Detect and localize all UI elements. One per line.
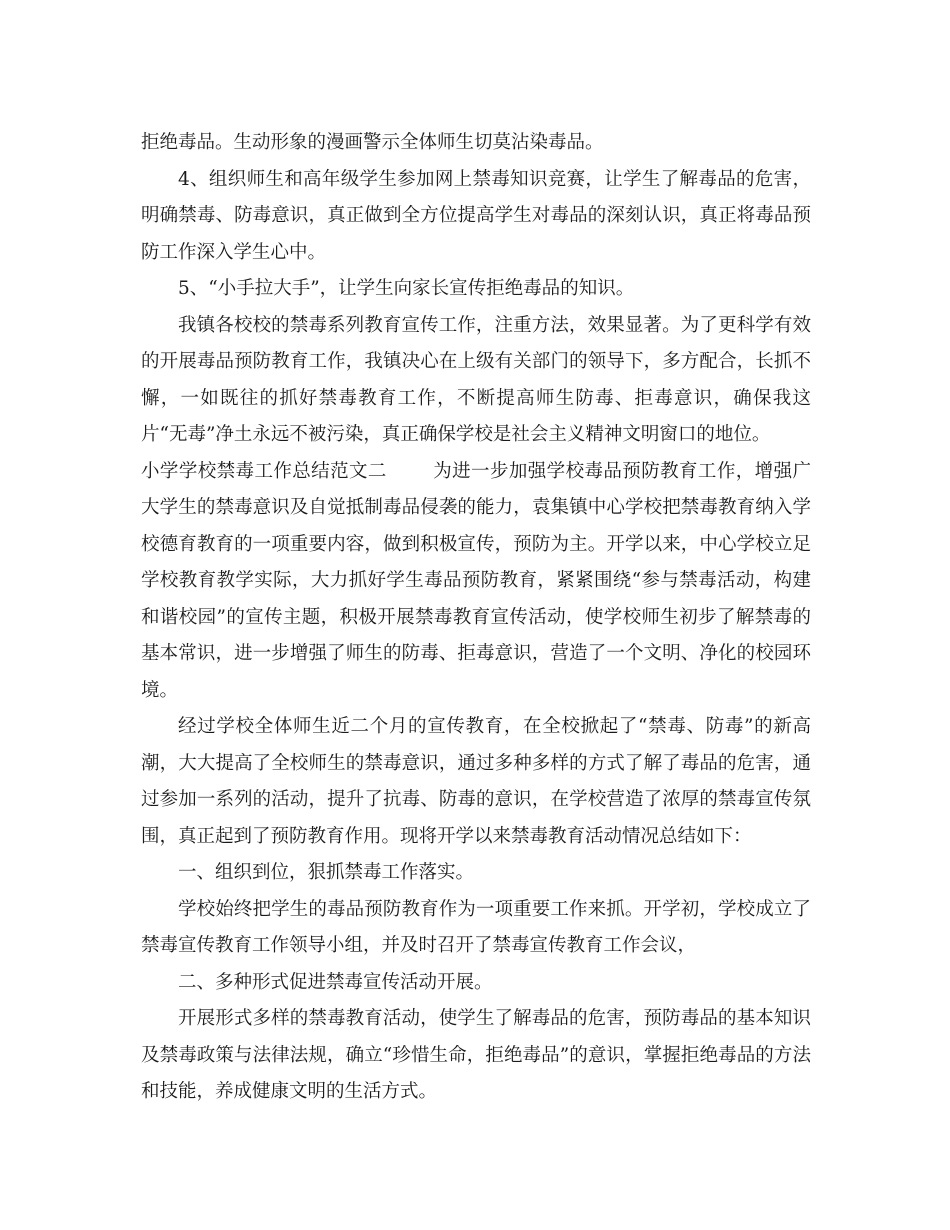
paragraph-1: 拒绝毒品。生动形象的漫画警示全体师生切莫沾染毒品。	[141, 132, 604, 153]
section-heading: 小学学校禁毒工作总结范文二	[141, 460, 387, 482]
document-body	[141, 125, 811, 1111]
paragraph-7: 一、组织到位，狠抓禁毒工作落实。	[178, 862, 475, 883]
paragraph-3: 5、“小手拉大手”，让学生向家长宣传拒绝毒品的知识。	[178, 278, 635, 299]
paragraph-10: 开展形式多样的禁毒教育活动，使学生了解毒品的危害，预防毒品的基本知识及禁毒政策与法律法规，确立“珍惜生命，拒绝毒品”的意识，掌握拒绝毒品的方法和技能，养成健康文明的生活方式。	[141, 1008, 811, 1102]
paragraph-9: 二、多种形式促进禁毒宣传活动开展。	[178, 971, 493, 993]
paragraph-5	[141, 454, 811, 710]
paragraph-5-text: 为进一步加强学校毒品预防教育工作，增强广大学生的禁毒意识及自觉抵制毒品侵袭的能力，袁集镇中心学校把禁毒教育纳入学校德育教育的一项重要内容，做到积极宣传，预防为主。开学以来，中心学校立足学校教育教学实际，大力抓好学生毒品预防教育，紧紧围绕“参与禁毒活动，构建和谐校园”的宣传主题，积极开展禁毒教育宣传活动，使学校师生初步了解禁毒的基本常识，进一步增强了师生的防毒、拒毒意识，营造了一个文明、净化的校园环境。	[141, 460, 811, 701]
paragraph-6: 经过学校全体师生近二个月的宣传教育，在全校掀起了“禁毒、防毒”的新高潮，大大提高了全校师生的禁毒意识，通过多种多样的方式了解了毒品的危害，通过参加一系列的活动，提升了抗毒、防毒的意识，在学校营造了浓厚的禁毒宣传氛围，真正起到了预防教育作用。现将开学以来禁毒教育活动情况总结如下：	[141, 716, 811, 847]
paragraph-8: 学校始终把学生的毒品预防教育作为一项重要工作来抓。开学初，学校成立了禁毒宣传教育工作领导小组，并及时召开了禁毒宣传教育工作会议，	[141, 898, 811, 956]
paragraph-2: 4、组织师生和高年级学生参加网上禁毒知识竞赛，让学生了解毒品的危害，明确禁毒、防毒意识，真正做到全方位提高学生对毒品的深刻认识，真正将毒品预防工作深入学生心中。	[141, 168, 811, 263]
paragraph-4: 我镇各校校的禁毒系列教育宣传工作，注重方法，效果显著。为了更科学有效的开展毒品预防教育工作，我镇决心在上级有关部门的领导下，多方配合，长抓不懈，一如既往的抓好禁毒教育工作，不断提高师生防毒、拒毒意识，确保我这片“无毒”净土永远不被污染，真正确保学校是社会主义精神文明窗口的地位。	[141, 314, 811, 445]
